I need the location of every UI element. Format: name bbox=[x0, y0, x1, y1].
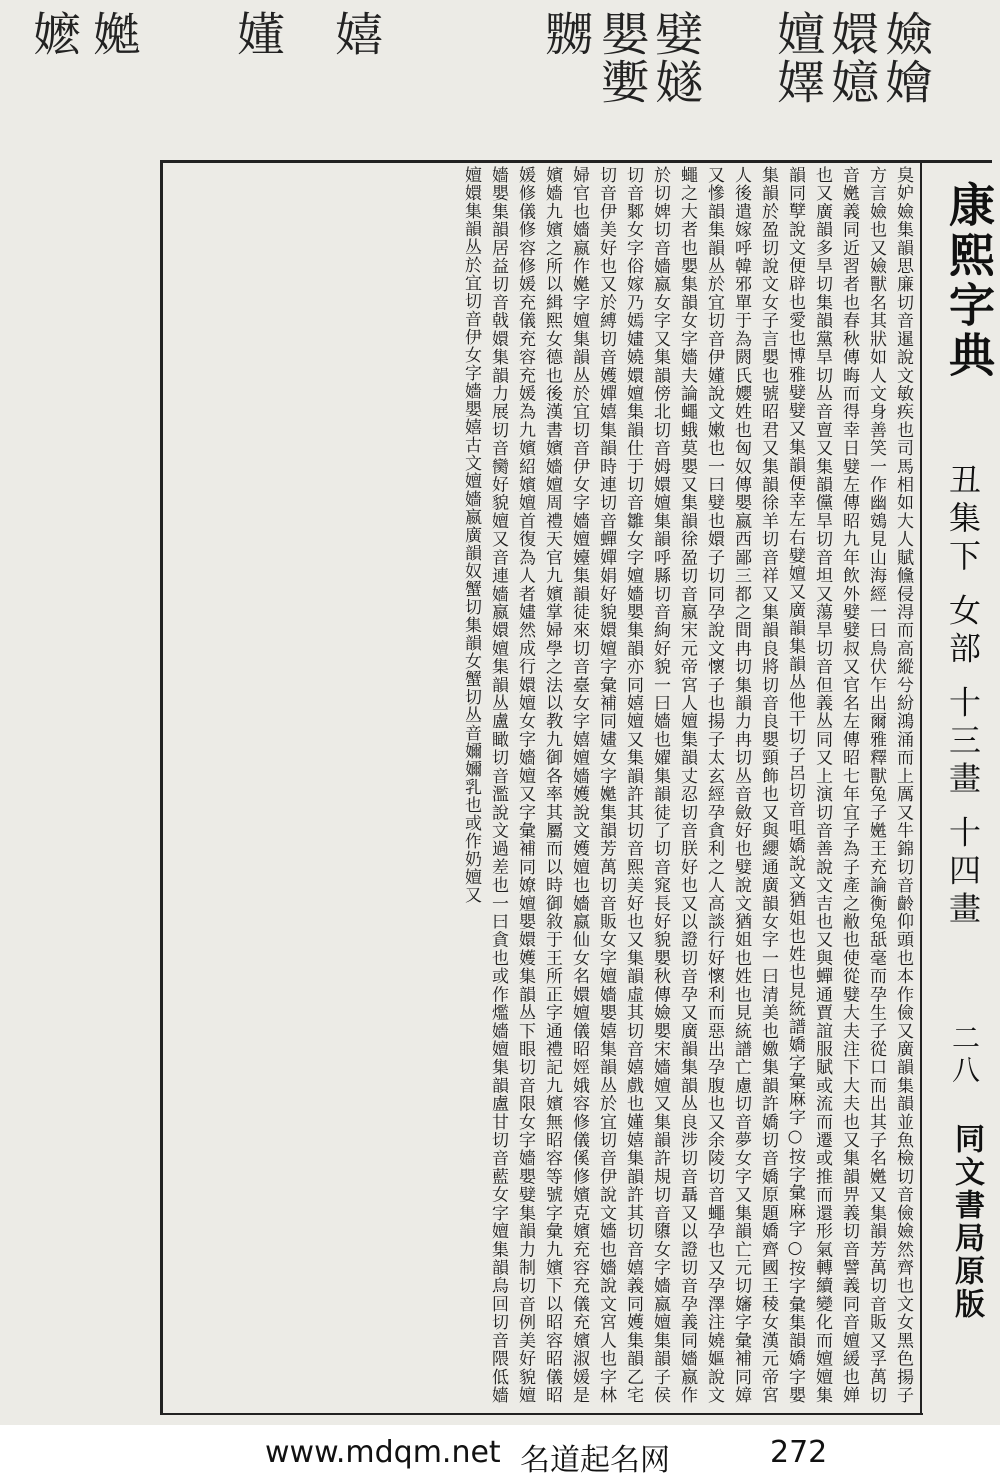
seal-char: 嬞 bbox=[229, 10, 287, 58]
site-name: 名道起名网 bbox=[520, 1443, 670, 1478]
seal-char: 嬷 bbox=[25, 10, 83, 58]
seal-char: 嬔 bbox=[85, 10, 143, 58]
site-url[interactable]: www.mdqm.net bbox=[265, 1435, 501, 1470]
dictionary-entries: 臭妒嬐集韻思廉切音暹說文敏疾也司馬相如大人賦儵侵淂而高縱兮紛鴻涌而上厲又牛錦切音齡仰頭也本作儉又廣韻集韻並魚檢切音儉嬐然齊也文女黑色揚子方言嬐也又嬐獸名其狀如人文身善笑一作幽鴳見山海經一曰鳥伏乍出爾雅釋獸兔子嬎王充論衡兔舐毫而孕生子從口而出其子名嬎又集韻芳萬切音販又孚萬切音嬎義同近習者也春秋傳晦而得幸日嬖左傳昭九年飲外嬖嬖叔又官名左傳昭七年宜子為子產之敝也使從嬖大夫注下大夫也又集韻畀義切音譬義同音嬗緩也婵也又廣韻多旱切集韻黨旱切丛音亶又集韻儻旱切音坦又蕩旱切音但義丛同又上演切音善說文吉也又與蟬通賈誼服賦或流而遷或推而還形氣轉續變化而嬗嬗集韻同孼說文便辟也愛也博雅嬖嬖又集韻便幸左右嬖嬗又廣韻集韻丛他干切子呂切音咀嬌說文猶姐也姓也見統譜嬌字彙麻字○按字彙麻字○按字彙集韻嬌字嬰集韻於盈切說文女子言嬰也號昭君又集韻徐羊切音祥又集韻良將切音良嬰頸飾也又與纓通廣韻女字一曰清美也嬓集韻許嬌切音嬌原題嬌齊國王稜女漢元帝宮人後遣嫁呼韓邪單于為閼氏孆姓也匈奴傳嬰嬴西鄙三都之間冉切集韻力冉切丛音斂好也嬖說文猶姐也姓也見統譜亡慮切音夢女字又集韻亡元切嬸字彙補同嫜又慘韻集韻丛於宜切音伊嬞說文嫩也一曰嬖也嬛子切同孕說文懷子也揚子太玄經孕貪利之人高談行好懷利而惡出孕腹也又余陵切音蠅孕也又孕澤注嬈嫗說文蠅之大者也嬰集韻女字嬙夫論蠅蛾莫嬰又集韻徐盈切音嬴宋元帝宮人嬗集韻丈忍切音朕好也又以證切音孕又廣韻集韻丛良涉切音聶又以證切音孕義同嬙嬴作於切婢切音嬙嬴女字又集韻傍北切音姆嬛嬗集韻呼縣切音絢好貌一曰嬙也嬥集韻徒了切音窕長好貌嬰秋傳嬐嬰宋嬙嬗又集韻許規切音隳女字嬙嬴嬗集韻子侯切音鄹女字俗嫁乃嫣嫿嬈嬛嬗集韻仕于切音雛女字嬗嬙嬰集韻亦同嬉嬗又集韻許其切音熙美好也又集韻虛其切音嬉戲也嬞嬉集韻許其切音嬉義同嬳集韻乙宅切音伊美好也又於縛切音嬳嬋嬉集韻時連切音蟬嬋娟好貌嬛嬗字彙補同嫿女字嬔集韻芳萬切音販女字嬗嬙嬰嬉集韻丛於宜切音伊說文嬙也嬙說文宮人也字林婦官也嬙嬴作嬔字嬗集韻丛於宜切音伊女字嬙嬗嬯集韻徒來切音臺女字嬉嬗嬙嬳說文嬳嬗也嬙嬴仙女名嬛嬗儀昭娙娥容修儀傒修嬪克嬪充容充儀充嬪淑媛是嬪嬙九嬪之所以緝熙女德也後漢書嬪嬙嬗周禮天官九嬪掌婦學之法以教九御各率其屬而以時御敘于王所正字通禮記九嬪無昭容等號字彙九嬪下以昭容昭儀昭媛修儀修容修媛充儀充容充媛為九嬪紹嬪嬗首復為人者嫿然成行嬛嬗女字嬙嬗又字彙補同嫽嬗嬰嬛嬳集韻丛下眼切音限女字嬙嬰嬖集韻力制切音例美好貌嬗嬙嬰集韻居益切音戟嬛集韻力展切音臠好貌嬗又音連嬙嬴嬛嬗集韻丛盧瞰切音濫說文過差也一曰貪也或作爁嬙嬗集韻盧甘切音藍女字嬗集韻烏回切音隈低嬙嬗嬛集韻丛於宜切音伊女字嬙嬰嬉古文嬗嬙嬴廣韻奴蟹切集韻女蟹切丛音嬭嬭乳也或作奶嬗又 bbox=[461, 166, 913, 1404]
seal-char: 嬉 bbox=[327, 10, 385, 58]
seal-char: 嬖嬘 bbox=[647, 10, 705, 106]
seal-char: 嬲 bbox=[537, 10, 595, 58]
section-label: 丑集下 女部 十三畫 十四畫 bbox=[944, 463, 982, 930]
page-header-column bbox=[920, 160, 996, 1413]
seal-char: 嬗嬕 bbox=[769, 10, 827, 106]
seal-char: 嬐嬒 bbox=[877, 10, 935, 106]
dictionary-title: 康熙字典 bbox=[942, 181, 996, 381]
watermark-footer bbox=[0, 1425, 1000, 1480]
folio-number: 二八 bbox=[948, 1023, 981, 1087]
publisher-label: 同文書局原版 bbox=[949, 1123, 984, 1321]
seal-char: 嬛嬑 bbox=[823, 10, 881, 106]
seal-char: 嬰嬱 bbox=[593, 10, 651, 106]
page-number: 272 bbox=[770, 1435, 828, 1470]
